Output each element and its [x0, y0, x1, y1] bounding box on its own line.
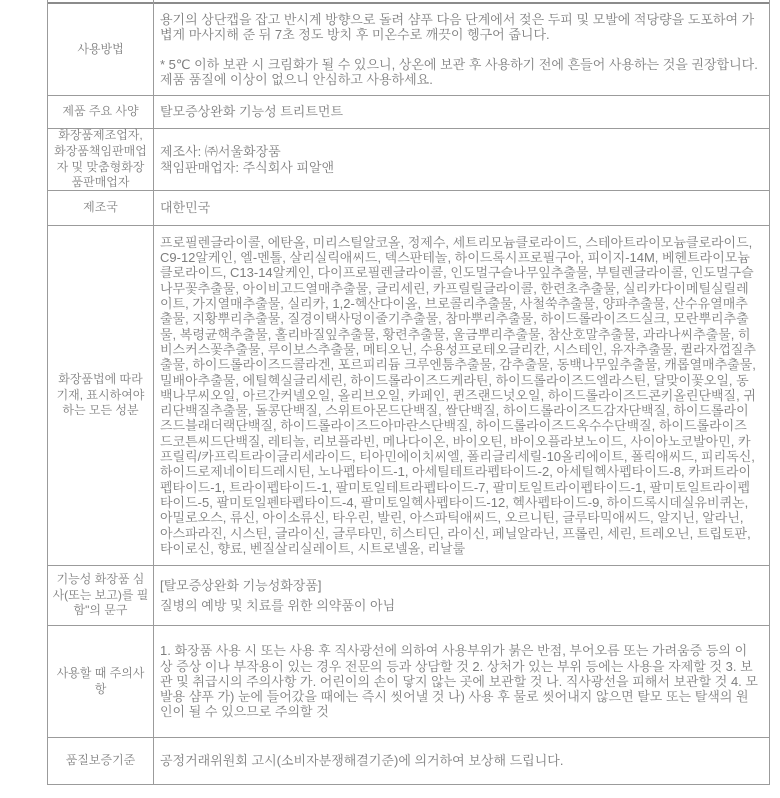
table-row-spec	[48, 96, 769, 129]
seller-line: 책임판매업자: 주식회사 피알앤	[160, 159, 335, 175]
table-row-country	[48, 191, 769, 226]
country-content	[154, 191, 769, 225]
usage-content	[154, 4, 769, 95]
table-row-caution	[48, 626, 769, 738]
functional-phrase-label: 기능성 화장품 심사(또는 보고)를 필함"의 문구	[48, 566, 154, 625]
table-row-makers	[48, 129, 769, 191]
spec-value: 탈모증상완화 기능성 트리트먼트	[160, 104, 344, 120]
warranty-content	[154, 738, 769, 784]
table-row-warranty	[48, 738, 769, 785]
table-row-usage	[48, 4, 769, 96]
ingredients-list: 프로필렌글라이콜, 에탄올, 미리스틸알코올, 정제수, 세트리모늄클로라이드, 스테아트라이모늄클로라이드, C9-12알케인, 엘-멘톨, 살리실릭애씨드, 덱스판테놀, 하이드록시프로필구아, 피이지-14M, 베헨트라이모늄클로라이드, C13-14알케인, 다이프로필렌글라이콜, 인도멀구슬나무잎추출물, 부틸렌글라이콜, 인도멀구슬나무꽃추출물, 아이비고드열매추출물, 글리세린, 카프릴릴글라이콜, 한련초추출물, 실리카다이메틸실릴레이트, 가지열매추출물, 실리카, 1,2-헥산다이올, 브로콜리추출물, 사철쑥추출물, 양파추출물, 산수유열매추출물, 지황뿌리추출물, 질경이택사덩이줄기추출물, 참마뿌리추출물, 하이드롤라이즈드실크, 모란뿌리추출물, 복령균핵추출물, 홀리바질잎추출물, 황련추출물, 울금뿌리추출물, 참산호말추출물, 과라나씨추출물, 히비스커스꽃추출물, 루이보스추출물, 메티오닌, 수용성프로테오글리칸, 시스테인, 유자추출물, 퀼라자껍질추출물, 하이드롤라이즈드콜라겐, 포르피리듐 크루엔툼추출물, 감추출물, 동백나무잎추출물, 캐롭열매추출물, 밀배아추출물, 에틸헥실글리세린, 하이드롤라이즈드케라틴, 하이드롤라이즈드엘라스틴, 달맞이꽃오일, 동백나무씨오일, 아르간커넬오일, 올리브오일, 카페인, 퀸즈랜드넛오일, 하이드롤라이즈드콘키올린단백질, 귀리단백질추출물, 돌콩단백질, 스위트아몬드단백질, 쌀단백질, 하이드롤라이즈드감자단백질, 하이드롤라이즈드블래더랙단백질, 하이드롤라이즈드아마란스단백질, 하이드롤라이즈드옥수수단백질, 하이드롤라이즈드코튼씨드단백질, 레티놀, 리보플라빈, 메나다이온, 바이오틴, 바이오플라보노이드, 사이아노코발아민, 카프릴릭/카프릭트라이글리세라이드, 티아민에이치씨엘, 폴리글리세릴-10올리에이트, 폴릭애씨드, 피리독신, 하이드로제네이티드레시틴, 노나펩타이드-1, 아세틸테트라펩타이드-2, 아세틸헥사펩타이드-8, 카퍼트라이펩타이드-1, 트라이펩타이드-1, 팔미토일테트라펩타이드-7, 팔미토일트라이펩타이드-1, 팔미토일트라이펩타이드-5, 팔미토일펜타펩타이드-4, 팔미토일헥사펩타이드-12, 헥사펩타이드-9, 하이드록시데실유비퀴논, 아밀로오스, 류신, 아이소류신, 타우린, 발린, 아스파틱애씨드, 오르니틴, 글루타믹애씨드, 알지닌, 알라닌, 아스파라진, 시스틴, 글라이신, 글루타민, 히스티딘, 라이신, 페닐알라닌, 프롤린, 세린, 트레오닌, 트립토판, 타이로신, 향료, 벤질살리실레이트, 시트로넬올, 리날룰	[160, 234, 756, 557]
usage-paragraph-1: 용기의 상단캡을 잡고 반시계 방향으로 돌려 샴푸 다음 단계에서 젖은 두피 및 모발에 적당량을 도포하여 가볍게 마사지해 준 뒤 7초 정도 방치 후 미온수로 깨끗이 헹구어 줍니다.	[160, 11, 755, 43]
country-value: 대한민국	[160, 200, 211, 216]
table-row-ingredients	[48, 226, 769, 566]
functional-phrase-line-1: [탈모증상완화 기능성화장품]	[160, 578, 322, 594]
warranty-label: 품질보증기준	[48, 738, 154, 784]
functional-phrase-line-2: 질병의 예방 및 치료를 위한 의약품이 아님	[160, 597, 396, 613]
caution-content	[154, 626, 769, 737]
usage-label: 사용방법	[48, 4, 154, 95]
makers-content	[154, 129, 769, 190]
manufacturer-line: 제조사: ㈜서울화장품	[160, 144, 281, 160]
ingredients-label: 화장품법에 따라 기재, 표시하여야 하는 모든 성분	[48, 226, 154, 565]
functional-phrase-content	[154, 566, 769, 625]
country-label: 제조국	[48, 191, 154, 225]
warranty-value: 공정거래위원회 고시(소비자분쟁해결기준)에 의거하여 보상해 드립니다.	[160, 753, 564, 769]
product-info-table	[47, 0, 770, 785]
table-row-functional-phrase	[48, 566, 769, 626]
spec-content	[154, 96, 769, 128]
spec-label: 제품 주요 사양	[48, 96, 154, 128]
caution-label: 사용할 때 주의사항	[48, 626, 154, 737]
caution-value: 1. 화장품 사용 시 또는 사용 후 직사광선에 의하여 사용부위가 붉은 반점, 부어오름 또는 가려움증 등의 이상 증상 이나 부작용이 있는 경우 전문의 등과 상담할 것 2. 상처가 있는 부위 등에는 사용을 자제할 것 3. 보관 및 취급시의 주의사항 가. 어린이의 손이 닿지 않는 곳에 보관할 것 나. 직사광선을 피해서 보관할 것 4. 모발용 샴푸 가) 눈에 들어갔을 때에는 즉시 씻어낼 것 나) 사용 후 물로 씻어내지 않으면 탈모 또는 탈색의 원인이 될 수 있으므로 주의할 것	[160, 643, 758, 720]
makers-label: 화장품제조업자, 화장품책임판매업자 및 맞춤형화장품판매업자	[48, 129, 154, 190]
ingredients-content	[154, 226, 769, 565]
usage-paragraph-2: * 5℃ 이하 보관 시 크림화가 될 수 있으니, 상온에 보관 후 사용하기 전에 흔들어 사용하는 것을 권장합니다. 제품 품질에 이상이 없으니 안심하고 사용하세요.	[160, 56, 758, 87]
